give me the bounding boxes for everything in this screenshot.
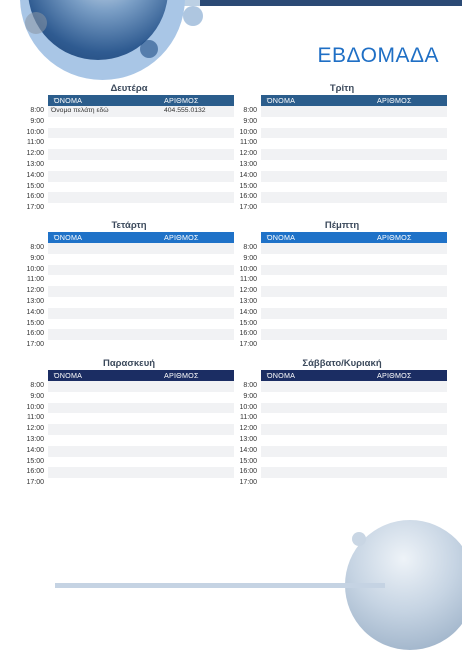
time-label: 16:00 (239, 193, 257, 201)
time-slot-cell[interactable] (48, 424, 234, 435)
time-label: 10:00 (239, 265, 257, 273)
time-slot-row[interactable] (24, 149, 234, 160)
time-slot-row[interactable] (237, 117, 447, 128)
time-slot-cell[interactable] (48, 275, 234, 286)
time-slot-cell[interactable] (48, 392, 234, 403)
time-slot-row[interactable] (237, 286, 447, 297)
time-label: 15:00 (239, 319, 257, 327)
day-block (237, 82, 447, 214)
time-slot-row[interactable] (24, 254, 234, 265)
time-label: 13:00 (239, 435, 257, 443)
time-slot-list (237, 381, 447, 489)
decor-circle-small-right (183, 6, 203, 26)
time-label: 13:00 (239, 297, 257, 305)
time-slot-row[interactable] (24, 308, 234, 319)
time-slot-row[interactable] (24, 160, 234, 171)
time-slot-row[interactable] (237, 160, 447, 171)
time-slot-cell[interactable] (261, 392, 447, 403)
time-label: 16:00 (239, 468, 257, 476)
column-header-name: ΌΝΟΜΑ (54, 371, 83, 380)
day-title: Παρασκευή (102, 358, 156, 369)
time-label: 13:00 (26, 297, 44, 305)
time-slot-row[interactable] (237, 340, 447, 351)
time-label: 10:00 (26, 403, 44, 411)
time-label: 14:00 (239, 446, 257, 454)
time-label: 17:00 (26, 204, 44, 212)
time-slot-row[interactable] (237, 243, 447, 254)
time-label: 11:00 (240, 414, 257, 422)
time-slot-row[interactable] (24, 446, 234, 457)
time-slot-cell[interactable] (261, 171, 447, 182)
time-slot-row[interactable] (237, 424, 447, 435)
column-header-number: ΑΡΙΘΜΟΣ (377, 233, 412, 242)
time-slot-row[interactable] (24, 275, 234, 286)
time-slot-list (237, 243, 447, 351)
time-label: 14:00 (26, 446, 44, 454)
time-slot-cell[interactable] (261, 138, 447, 149)
time-slot-cell[interactable] (261, 128, 447, 139)
time-slot-row[interactable] (24, 413, 234, 424)
time-slot-row[interactable] (237, 149, 447, 160)
time-slot-row[interactable] (24, 467, 234, 478)
time-slot-row[interactable] (237, 138, 447, 149)
day-title: Σάββατο/Κυριακή (302, 358, 382, 369)
column-header-number: ΑΡΙΘΜΟΣ (377, 371, 412, 380)
time-slot-row[interactable] (24, 171, 234, 182)
page-title: ΕΒΔΟΜΑΔΑ (317, 44, 439, 67)
client-number[interactable]: 404.555.0132 (164, 107, 206, 114)
time-label: 10:00 (26, 265, 44, 273)
time-slot-row[interactable] (237, 457, 447, 468)
day-title: Τρίτη (329, 83, 355, 94)
time-slot-cell[interactable] (261, 340, 447, 351)
time-slot-row[interactable] (237, 381, 447, 392)
time-slot-cell[interactable] (261, 319, 447, 330)
time-label: 17:00 (239, 479, 257, 487)
time-slot-cell[interactable] (261, 243, 447, 254)
time-slot-cell[interactable] (261, 435, 447, 446)
time-slot-cell[interactable] (261, 106, 447, 117)
time-slot-row[interactable] (24, 192, 234, 203)
time-slot-cell[interactable] (48, 138, 234, 149)
time-slot-cell[interactable] (261, 192, 447, 203)
time-slot-list (237, 106, 447, 214)
time-label: 8:00 (30, 107, 44, 114)
time-slot-row[interactable] (237, 392, 447, 403)
column-header-row (24, 95, 234, 106)
time-label: 12:00 (239, 287, 257, 295)
time-slot-row[interactable] (24, 381, 234, 392)
time-label: 11:00 (240, 276, 257, 284)
decor-circle-tiny (140, 40, 158, 58)
client-name[interactable]: Όνομα πελάτη εδώ (51, 107, 109, 114)
column-header-name: ΌΝΟΜΑ (267, 96, 296, 105)
time-label: 10:00 (239, 128, 257, 136)
time-slot-row[interactable] (237, 265, 447, 276)
time-slot-cell[interactable] (261, 117, 447, 128)
time-slot-cell[interactable] (48, 286, 234, 297)
time-slot-cell[interactable] (48, 297, 234, 308)
time-label: 11:00 (27, 139, 44, 147)
time-slot-cell[interactable] (261, 478, 447, 489)
time-slot-row[interactable] (237, 319, 447, 330)
time-slot-row[interactable] (237, 329, 447, 340)
time-slot-row[interactable] (237, 106, 447, 117)
time-slot-cell[interactable] (48, 160, 234, 171)
time-slot-cell[interactable] (261, 424, 447, 435)
time-slot-row[interactable] (24, 403, 234, 414)
column-header-name: ΌΝΟΜΑ (54, 96, 83, 105)
time-label: 8:00 (243, 107, 257, 114)
time-label: 9:00 (30, 254, 44, 262)
time-slot-cell[interactable] (48, 381, 234, 392)
time-slot-list (24, 106, 234, 214)
day-block (24, 82, 234, 214)
time-label: 9:00 (243, 392, 257, 400)
top-accent-bar (200, 0, 462, 6)
time-label: 16:00 (26, 193, 44, 201)
time-slot-list (24, 381, 234, 489)
column-header-row (237, 95, 447, 106)
time-slot-row[interactable] (24, 128, 234, 139)
time-slot-row[interactable] (237, 297, 447, 308)
time-label: 14:00 (239, 308, 257, 316)
time-slot-cell[interactable] (261, 203, 447, 214)
time-label: 11:00 (27, 414, 44, 422)
time-slot-list (24, 243, 234, 351)
time-slot-row[interactable] (24, 203, 234, 214)
time-slot-cell[interactable] (261, 457, 447, 468)
time-slot-row[interactable] (24, 182, 234, 193)
column-header-row (24, 370, 234, 381)
time-slot-cell[interactable] (261, 254, 447, 265)
day-block (237, 219, 447, 351)
time-slot-row[interactable] (24, 243, 234, 254)
time-label: 14:00 (239, 171, 257, 179)
time-slot-cell[interactable] (48, 265, 234, 276)
time-slot-cell[interactable] (261, 182, 447, 193)
time-slot-row[interactable] (237, 275, 447, 286)
column-header-number: ΑΡΙΘΜΟΣ (164, 371, 199, 380)
time-slot-row[interactable] (24, 478, 234, 489)
time-slot-cell[interactable] (261, 286, 447, 297)
time-label: 17:00 (26, 479, 44, 487)
time-slot-row[interactable] (24, 424, 234, 435)
time-slot-row[interactable] (24, 265, 234, 276)
time-slot-row[interactable] (237, 413, 447, 424)
time-slot-row[interactable] (237, 171, 447, 182)
time-label: 11:00 (27, 276, 44, 284)
time-label: 15:00 (26, 457, 44, 465)
time-slot-cell[interactable] (261, 329, 447, 340)
time-label: 12:00 (26, 425, 44, 433)
time-slot-row[interactable] (237, 203, 447, 214)
decor-circle-small-left (25, 12, 47, 34)
time-label: 9:00 (30, 392, 44, 400)
time-slot-row[interactable] (24, 340, 234, 351)
time-slot-cell[interactable] (48, 413, 234, 424)
day-block (237, 357, 447, 489)
time-slot-row[interactable] (237, 403, 447, 414)
time-label: 12:00 (26, 150, 44, 158)
column-header-number: ΑΡΙΘΜΟΣ (164, 233, 199, 242)
time-slot-cell[interactable] (261, 160, 447, 171)
time-label: 17:00 (239, 204, 257, 212)
time-slot-cell[interactable] (261, 265, 447, 276)
time-slot-cell[interactable] (48, 435, 234, 446)
time-label: 13:00 (26, 160, 44, 168)
time-slot-row[interactable] (24, 435, 234, 446)
time-slot-row[interactable] (237, 308, 447, 319)
time-slot-cell[interactable] (48, 203, 234, 214)
decor-circle-bottom-small (352, 532, 366, 546)
time-slot-row[interactable] (237, 446, 447, 457)
column-header-number: ΑΡΙΘΜΟΣ (377, 96, 412, 105)
time-slot-cell[interactable] (48, 171, 234, 182)
time-slot-cell[interactable] (48, 478, 234, 489)
time-slot-row[interactable] (237, 478, 447, 489)
time-slot-cell[interactable] (48, 329, 234, 340)
time-label: 15:00 (239, 182, 257, 190)
time-label: 13:00 (26, 435, 44, 443)
time-slot-cell[interactable] (261, 297, 447, 308)
time-slot-cell[interactable] (48, 340, 234, 351)
time-label: 14:00 (26, 171, 44, 179)
time-label: 8:00 (30, 244, 44, 251)
time-label: 15:00 (26, 182, 44, 190)
time-slot-cell[interactable] (48, 192, 234, 203)
time-slot-row[interactable] (237, 467, 447, 478)
time-label: 16:00 (239, 330, 257, 338)
time-label: 9:00 (243, 117, 257, 125)
time-slot-row[interactable] (24, 457, 234, 468)
time-slot-cell[interactable] (261, 381, 447, 392)
time-label: 12:00 (239, 425, 257, 433)
time-label: 9:00 (30, 117, 44, 125)
time-label: 9:00 (243, 254, 257, 262)
time-slot-cell[interactable] (48, 403, 234, 414)
time-slot-row[interactable] (24, 117, 234, 128)
time-label: 16:00 (26, 330, 44, 338)
time-slot-cell[interactable] (48, 128, 234, 139)
column-header-row (237, 232, 447, 243)
time-slot-row[interactable] (24, 138, 234, 149)
column-header-name: ΌΝΟΜΑ (267, 233, 296, 242)
time-slot-row[interactable] (24, 106, 234, 117)
time-slot-cell[interactable] (261, 403, 447, 414)
time-slot-cell[interactable] (48, 149, 234, 160)
time-slot-cell[interactable] (261, 149, 447, 160)
column-header-row (24, 232, 234, 243)
time-slot-cell[interactable] (261, 275, 447, 286)
time-slot-cell[interactable] (48, 182, 234, 193)
time-label: 17:00 (239, 341, 257, 349)
column-header-row (237, 370, 447, 381)
time-slot-row[interactable] (237, 435, 447, 446)
time-slot-row[interactable] (24, 319, 234, 330)
time-label: 8:00 (243, 244, 257, 251)
time-label: 8:00 (30, 382, 44, 389)
time-slot-cell[interactable] (48, 467, 234, 478)
time-slot-cell[interactable] (48, 243, 234, 254)
time-slot-row[interactable] (237, 128, 447, 139)
time-label: 10:00 (239, 403, 257, 411)
day-title: Τετάρτη (111, 220, 147, 231)
column-header-name: ΌΝΟΜΑ (267, 371, 296, 380)
time-label: 12:00 (239, 150, 257, 158)
time-slot-cell[interactable] (48, 308, 234, 319)
time-slot-cell[interactable] (261, 413, 447, 424)
time-slot-cell[interactable] (48, 117, 234, 128)
time-slot-cell[interactable] (261, 308, 447, 319)
day-title: Πέμπτη (324, 220, 360, 231)
time-slot-row[interactable] (237, 192, 447, 203)
time-label: 14:00 (26, 308, 44, 316)
time-label: 15:00 (239, 457, 257, 465)
time-slot-cell[interactable] (48, 319, 234, 330)
time-label: 17:00 (26, 341, 44, 349)
time-label: 12:00 (26, 287, 44, 295)
time-slot-row[interactable] (24, 286, 234, 297)
time-label: 16:00 (26, 468, 44, 476)
day-block (24, 219, 234, 351)
time-slot-row[interactable] (24, 392, 234, 403)
time-slot-row[interactable] (237, 182, 447, 193)
bottom-accent-bar (55, 583, 385, 588)
time-slot-cell[interactable] (48, 457, 234, 468)
time-label: 13:00 (239, 160, 257, 168)
time-label: 8:00 (243, 382, 257, 389)
time-slot-cell[interactable] (261, 467, 447, 478)
time-label: 11:00 (240, 139, 257, 147)
column-header-name: ΌΝΟΜΑ (54, 233, 83, 242)
time-label: 10:00 (26, 128, 44, 136)
time-slot-cell[interactable] (48, 254, 234, 265)
time-slot-row[interactable] (237, 254, 447, 265)
day-title: Δευτέρα (110, 83, 148, 94)
time-slot-row[interactable] (24, 297, 234, 308)
day-block (24, 357, 234, 489)
time-slot-cell[interactable] (261, 446, 447, 457)
time-slot-cell[interactable] (48, 446, 234, 457)
time-slot-row[interactable] (24, 329, 234, 340)
time-label: 15:00 (26, 319, 44, 327)
column-header-number: ΑΡΙΘΜΟΣ (164, 96, 199, 105)
